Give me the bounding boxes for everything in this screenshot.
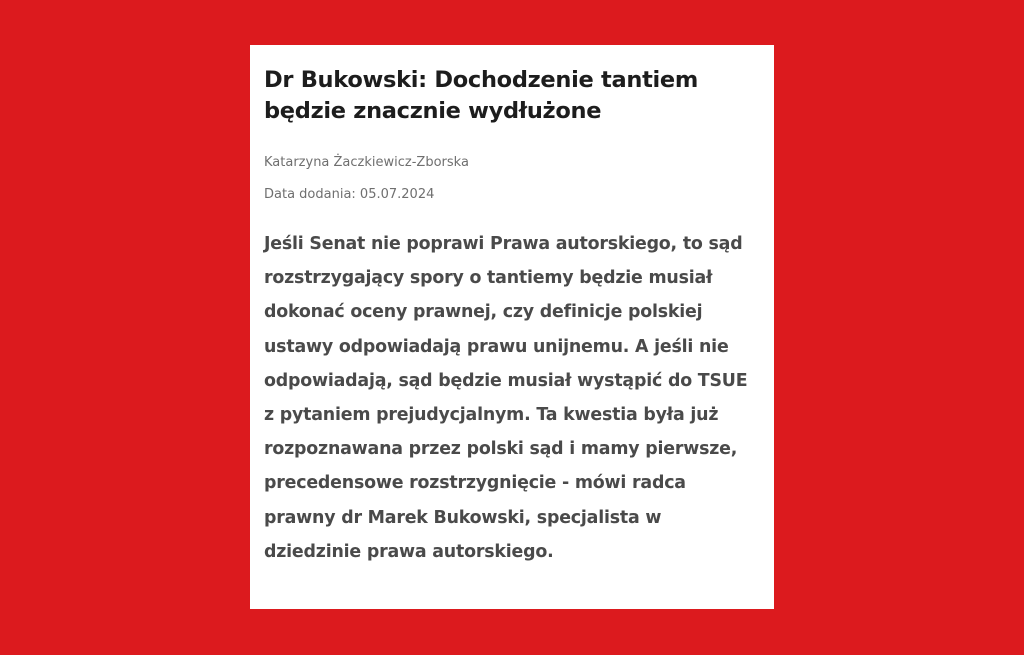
article-date: Data dodania: 05.07.2024 bbox=[264, 187, 435, 202]
article-card bbox=[250, 45, 774, 609]
article-title: Dr Bukowski: Dochodzenie tantiem będzie znacznie wydłużone bbox=[264, 67, 699, 124]
article-author: Katarzyna Żaczkiewicz-Zborska bbox=[264, 155, 469, 170]
article-lead: Jeśli Senat nie poprawi Prawa autorskiego, to sąd rozstrzygający spory o tantiemy będzie musiał dokonać oceny prawnej, czy definicje polskiej ustawy odpowiadają prawu unijnemu. A jeśli nie odpowiadają, sąd będzie musiał wystąpić do TSUE z pytaniem prejudycjalnym. Ta kwestia była już rozpoznawana przez polski sąd i mamy pierwsze, precedensowe rozstrzygnięcie - mówi radca prawny dr Marek Bukowski, specjalista w dziedzinie prawa autorskiego. bbox=[264, 234, 748, 562]
